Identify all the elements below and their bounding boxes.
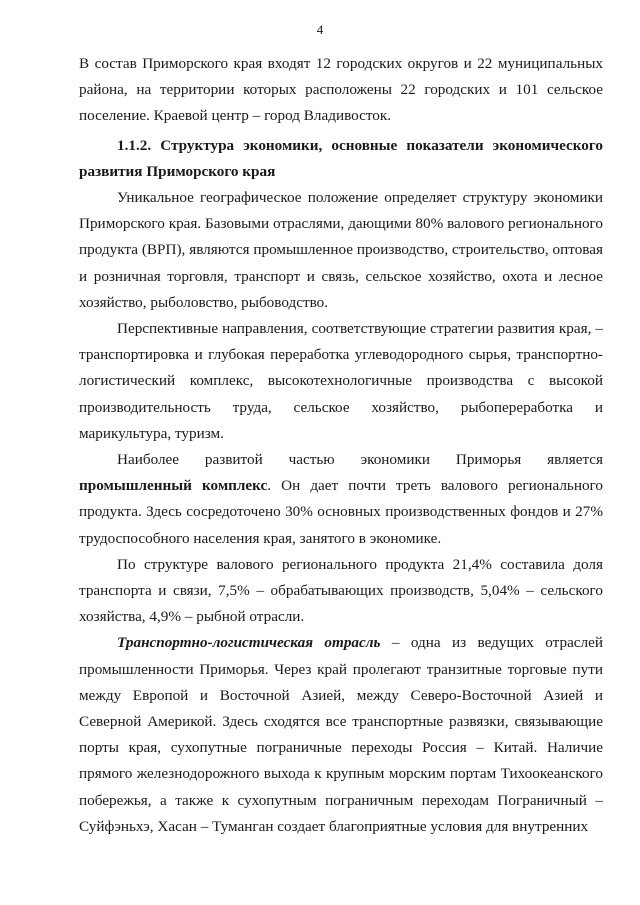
paragraph-perspective-directions: Перспективные направления, соответствующие стратегии развития края, – транспортировка и глубокая переработка углеводородного сырья, транспортно-логистический комплекс, высокотехнологичные производства с высокой производительность труда, сельское хозяйство, рыбопереработка и марикультура, туризм. xyxy=(79,320,603,442)
page-number: 4 xyxy=(316,22,324,37)
section-heading: 1.1.2. Структура экономики, основные показатели экономического развития Приморского края xyxy=(79,136,603,180)
paragraph-administrative-division: В состав Приморского края входят 12 городских округов и 22 муниципальных района, на территории которых расположены 22 городских и 101 сельское поселение. Краевой центр – город Владивосток. xyxy=(79,55,603,125)
paragraph-text: – одна из ведущих отраслей промышленности Приморья. Через край пролегают транзитные торговые пути между Европой и Восточной Азией, между Северо-Восточной Азией и Северной Америкой. Здесь сходятся все транспортные развязки, связывающие порты края, сухопутные пограничные переходы Россия – Китай. Наличие прямого железнодорожного выхода к крупным морским портам Тихоокеанского побережья, а также к сухопутным пограничным переходам Пограничный – Суйфэньхэ, Хасан – Туманган создает благоприятные условия для внутренних xyxy=(79,634,603,835)
document-body xyxy=(79,51,603,840)
paragraph-transport-logistics xyxy=(79,630,603,840)
paragraph-text: Наиболее развитой частью экономики Приморья является xyxy=(117,451,603,469)
paragraph-text: . Он дает почти треть валового регионального продукта. Здесь сосредоточено 30% основных производственных фондов и 27% трудоспособного населения края, занятого в экономике. xyxy=(79,477,603,547)
term-industrial-complex: промышленный комплекс xyxy=(79,477,268,495)
term-transport-logistics: Транспортно-логистическая отрасль xyxy=(117,634,381,652)
paragraph-economy-structure: Уникальное географическое положение определяет структуру экономики Приморского края. Базовыми отраслями, дающими 80% валового регионального продукта (ВРП), являются промышленное производство, строительство, оптовая и розничная торговля, транспорт и связь, сельское хозяйство, охота и лесное хозяйство, рыболовство, рыбоводство. xyxy=(79,189,603,311)
paragraph-grp-structure: По структуре валового регионального продукта 21,4% составила доля транспорта и связи, 7,5% – обрабатывающих производств, 5,04% – сельского хозяйства, 4,9% – рыбной отрасли. xyxy=(79,555,603,626)
paragraph-industrial-complex xyxy=(79,447,603,552)
